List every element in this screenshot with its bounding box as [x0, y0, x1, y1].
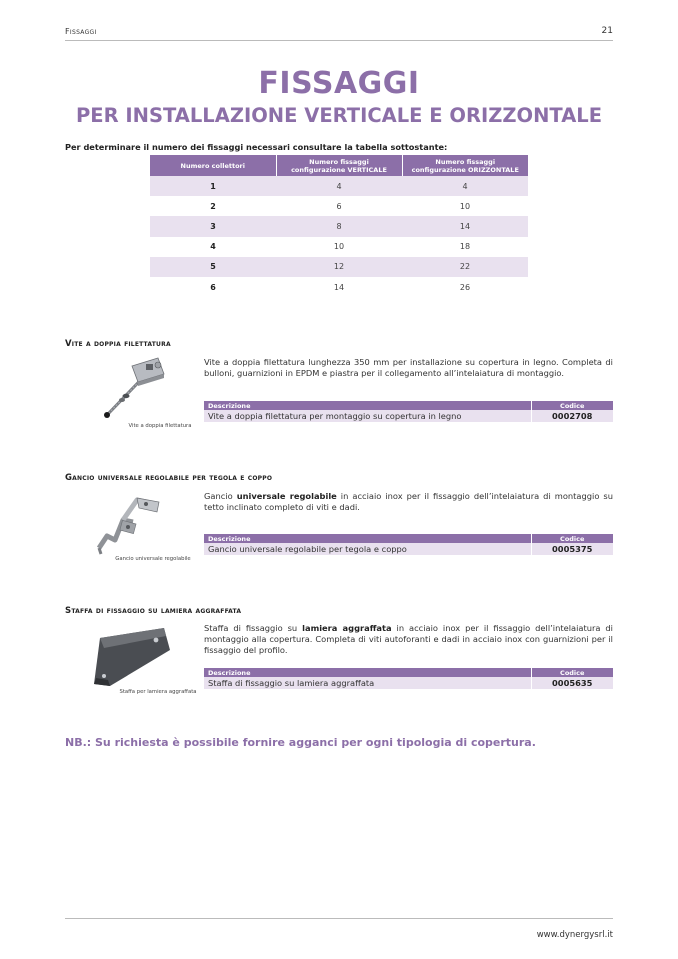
column-header-descrizione: Descrizione: [204, 668, 531, 677]
column-header-descrizione: Descrizione: [204, 401, 531, 410]
product-description: Gancio universale regolabile per tegola e coppo: [204, 543, 531, 555]
table-row: [204, 543, 613, 555]
table-row: [150, 196, 528, 216]
page-subtitle: PER INSTALLAZIONE VERTICALE E ORIZZONTALE: [75, 104, 603, 127]
footer-divider: [65, 918, 613, 919]
cell-collettori: 6: [210, 282, 216, 292]
caption-vite: Vite a doppia filettatura: [128, 423, 192, 429]
product-description: Staffa di fissaggio su lamiera aggraffata: [204, 677, 531, 689]
cell-orizzontale: 14: [402, 216, 528, 236]
product-description: Vite a doppia filettatura per montaggio su copertura in legno: [204, 410, 531, 422]
caption-staffa: Staffa per lamiera aggraffata: [119, 689, 197, 695]
caption-gancio: Gancio universale regolabile: [115, 556, 191, 562]
cell-verticale: 4: [276, 176, 402, 196]
page-number: 21: [601, 26, 613, 36]
table-row: [150, 237, 528, 257]
cell-collettori: 5: [150, 257, 276, 277]
cell-verticale: 8: [276, 216, 402, 236]
cell-verticale: 12: [276, 257, 402, 277]
column-header-descrizione: Descrizione: [204, 534, 531, 543]
cell-verticale: 10: [333, 242, 345, 252]
cell-orizzontale: 22: [402, 257, 528, 277]
table-row: [150, 216, 528, 236]
cell-collettori: 3: [150, 216, 276, 236]
cell-collettori: 2: [210, 201, 216, 211]
cell-verticale: 6: [336, 201, 342, 211]
description-staffa: Staffa di fissaggio su lamiera aggraffata in acciaio inox per il fissaggio dell’intelaiatura di montaggio alla copertura. Completa di viti autoforanti e dadi in acciaio inox con guarnizioni per il fissaggio del profilo.: [204, 623, 613, 655]
product-table-gancio: [204, 534, 613, 555]
seam-clamp-image: [86, 624, 172, 690]
cell-verticale: 14: [333, 282, 345, 292]
table-row: [150, 176, 528, 196]
product-code: 0005635: [531, 677, 613, 689]
header-section-label: Fissaggi: [65, 27, 97, 36]
column-header-codice: Codice: [531, 534, 613, 543]
intro-text: Per determinare il numero dei fissaggi necessari consultare la tabella sottostante:: [65, 142, 448, 152]
description-gancio: Gancio universale regolabile in acciaio inox per il fissaggio dell’intelaiatura di montaggio su tetto inclinato completo di viti e dadi.: [204, 491, 613, 512]
product-table-vite: [204, 401, 613, 422]
table-row: [204, 410, 613, 422]
section-title-staffa: Staffa di fissaggio su lamiera aggraffata: [65, 606, 242, 616]
header-collettori: Numero collettori: [150, 155, 276, 176]
cell-orizzontale: 4: [402, 176, 528, 196]
table-row: [204, 677, 613, 689]
description-vite: Vite a doppia filettatura lunghezza 350 mm per installazione su copertura in legno. Completa di bulloni, guarnizioni in EPDM e piastra per il collegamento all’intelaiatura di montaggio.: [204, 357, 613, 378]
table-row: [150, 257, 528, 277]
header-divider: [65, 40, 613, 41]
cell-orizzontale: 18: [459, 242, 471, 252]
product-table-staffa: [204, 668, 613, 689]
product-code: 0002708: [531, 410, 613, 422]
header-orizzontale: Numero fissaggi configurazione ORIZZONTALE: [402, 155, 528, 176]
cell-orizzontale: 26: [459, 282, 471, 292]
double-thread-screw-image: [98, 352, 178, 424]
column-header-codice: Codice: [531, 401, 613, 410]
nb-note: NB.: Su richiesta è possibile fornire agganci per ogni tipologia di copertura.: [65, 736, 536, 749]
section-title-gancio: Gancio universale regolabile per tegola e coppo: [65, 473, 273, 483]
fixings-table: [150, 155, 528, 297]
section-title-vite: Vite a doppia filettatura: [65, 339, 171, 349]
page-title: FISSAGGI: [258, 66, 420, 101]
column-header-codice: Codice: [531, 668, 613, 677]
header-verticale: Numero fissaggi configurazione VERTICALE: [276, 155, 402, 176]
table-row: [150, 277, 528, 297]
cell-collettori: 4: [210, 242, 216, 252]
cell-orizzontale: 10: [459, 201, 471, 211]
fixings-table-header: [150, 155, 528, 176]
product-code: 0005375: [531, 543, 613, 555]
cell-collettori: 1: [150, 176, 276, 196]
roof-hook-image: [93, 490, 163, 556]
footer-url[interactable]: www.dynergysrl.it: [536, 930, 613, 940]
